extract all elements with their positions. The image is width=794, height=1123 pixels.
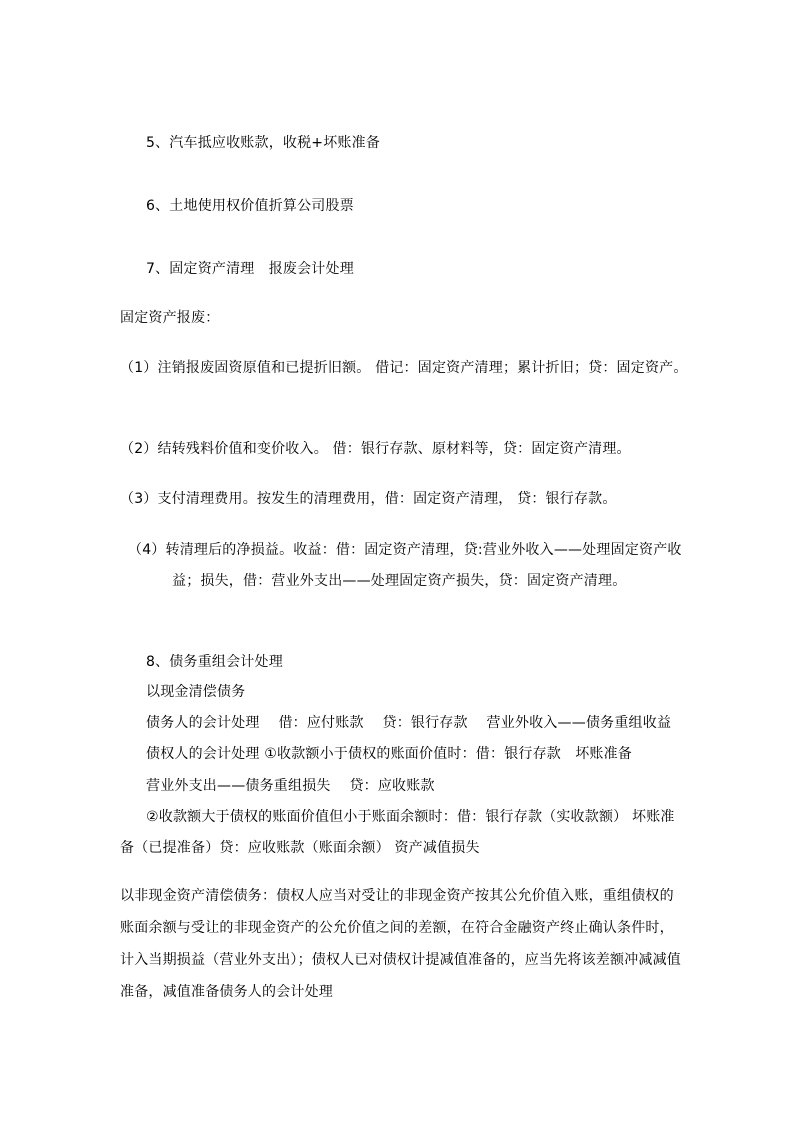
subheading-cash-settlement: 以现金清偿债务 <box>146 684 246 700</box>
paragraph-noncash-settlement-line-2: 账面余额与受让的非现金资产的公允价值之间的差额，在符合金融资产终止确认条件时， <box>120 920 674 936</box>
paragraph-step-1: （1）注销报废固资原值和已提折旧额。 借记：固定资产清理；累计折旧；贷：固定资产。 <box>120 360 688 376</box>
paragraph-noncash-settlement-line-3: 计入当期损益（营业外支出）；债权人已对债权计提减值准备的，应当先将该差额冲减减值 <box>120 952 681 968</box>
subheading-fixed-asset-scrap: 固定资产报废： <box>120 310 220 326</box>
paragraph-debtor-accounting: 债务人的会计处理 借：应付账款 贷：银行存款 营业外收入——债务重组收益 <box>146 715 672 731</box>
section-heading-6: 6、土地使用权价值折算公司股票 <box>146 198 354 214</box>
section-heading-8: 8、债务重组会计处理 <box>146 654 283 670</box>
paragraph-step-3: （3）支付清理费用。按发生的清理费用，借：固定资产清理， 贷：银行存款。 <box>120 491 617 507</box>
paragraph-step-2: （2）结转残料价值和变价收入。 借：银行存款、原材料等，贷：固定资产清理。 <box>120 441 631 457</box>
paragraph-creditor-loss: 营业外支出——债务重组损失 贷：应收账款 <box>146 778 435 794</box>
paragraph-step-4: （4）转清理后的净损益。收益：借：固定资产清理，贷:营业外收入——处理固定资产收 <box>128 542 682 558</box>
section-heading-5: 5、汽车抵应收账款，收税+坏账准备 <box>146 135 381 151</box>
paragraph-creditor-accounting: 债权人的会计处理 ①收款额小于债权的账面价值时：借：银行存款 坏账准备 <box>146 746 632 762</box>
paragraph-noncash-settlement-line-1: 以非现金资产清偿债务：债权人应当对受让的非现金资产按其公允价值入账，重组债权的 <box>120 888 674 904</box>
paragraph-noncash-settlement-line-4: 准备，减值准备债务人的会计处理 <box>120 984 333 1000</box>
paragraph-case-2-continued: 备（已提准备）贷：应收账款（账面余额） 资产减值损失 <box>120 840 480 856</box>
paragraph-step-4-continued: 益；损失，借：营业外支出——处理固定资产损失，贷：固定资产清理。 <box>172 573 627 589</box>
paragraph-case-2: ②收款额大于债权的账面价值但小于账面余额时：借：银行存款（实收款额） 坏账准 <box>146 809 675 825</box>
section-heading-7: 7、固定资产清理 报废会计处理 <box>146 261 354 277</box>
